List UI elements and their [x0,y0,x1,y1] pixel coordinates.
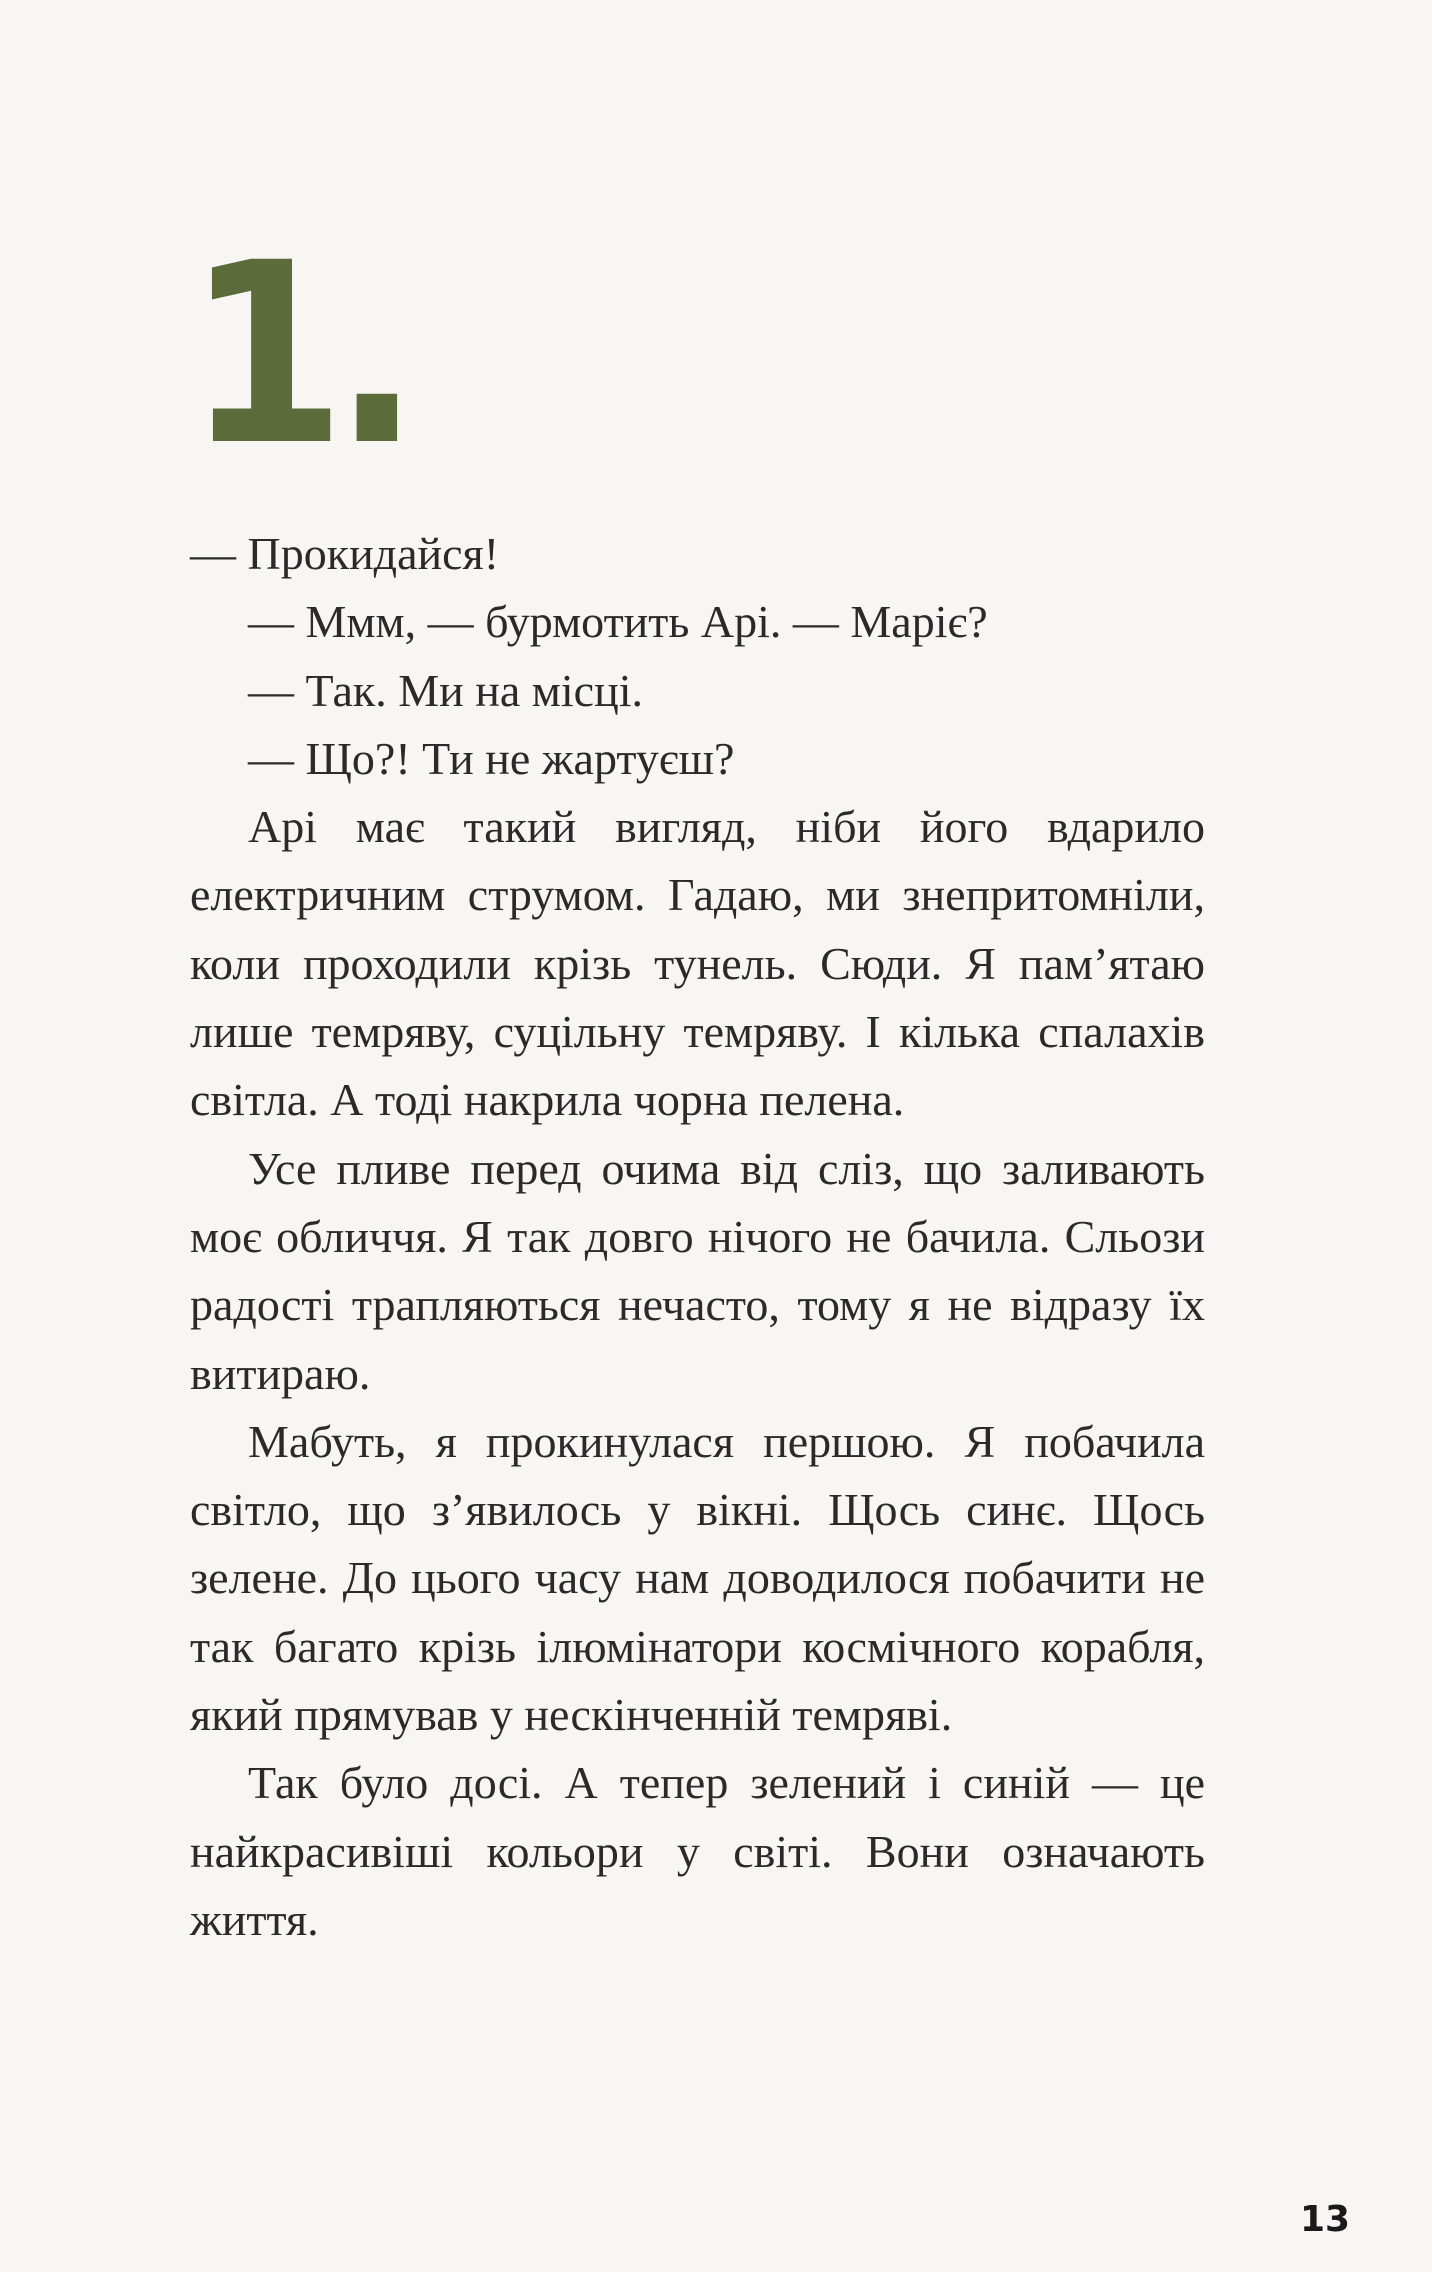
paragraph: Арі має такий вигляд, ніби його вдарило електричним струмом. Гадаю, ми знепритомніли, коли проходили крізь тунель. Сюди. Я пам’ятаю лише темряву, суцільну темряву. І кілька спалахів світла. А тоді накрила чорна пелена. [190,801,1205,1126]
paragraph: — Так. Ми на місці. [248,664,643,716]
paragraph: Мабуть, я прокинулася першою. Я побачила світло, що з’явилось у вікні. Щось синє. Щось зелене. До цього часу нам доводилося побачити не так багато крізь ілюмінатори космічного корабля, який прямував у нескінченній темряві. [190,1415,1205,1741]
page-number: 13 [1300,2199,1351,2240]
paragraph: — Ммм, — бурмотить Арі. — Марiє? [248,596,988,648]
paragraph: — Що?! Ти не жартуєш? [248,732,735,784]
paragraph: Так було досі. А тепер зелений і синій — це найкрасивіші кольори у світі. Вони означають життя. [190,1757,1205,1945]
paragraph: Усе пливе перед очима від сліз, що заливають моє обличчя. Я так довго нічого не бачила. Сльози радості трапляються нечасто, тому я не відразу їх витираю. [190,1142,1205,1399]
paragraph: — Прокидайся! [190,528,500,579]
chapter-text [190,520,1205,1954]
chapter-number: 1. [186,209,408,500]
